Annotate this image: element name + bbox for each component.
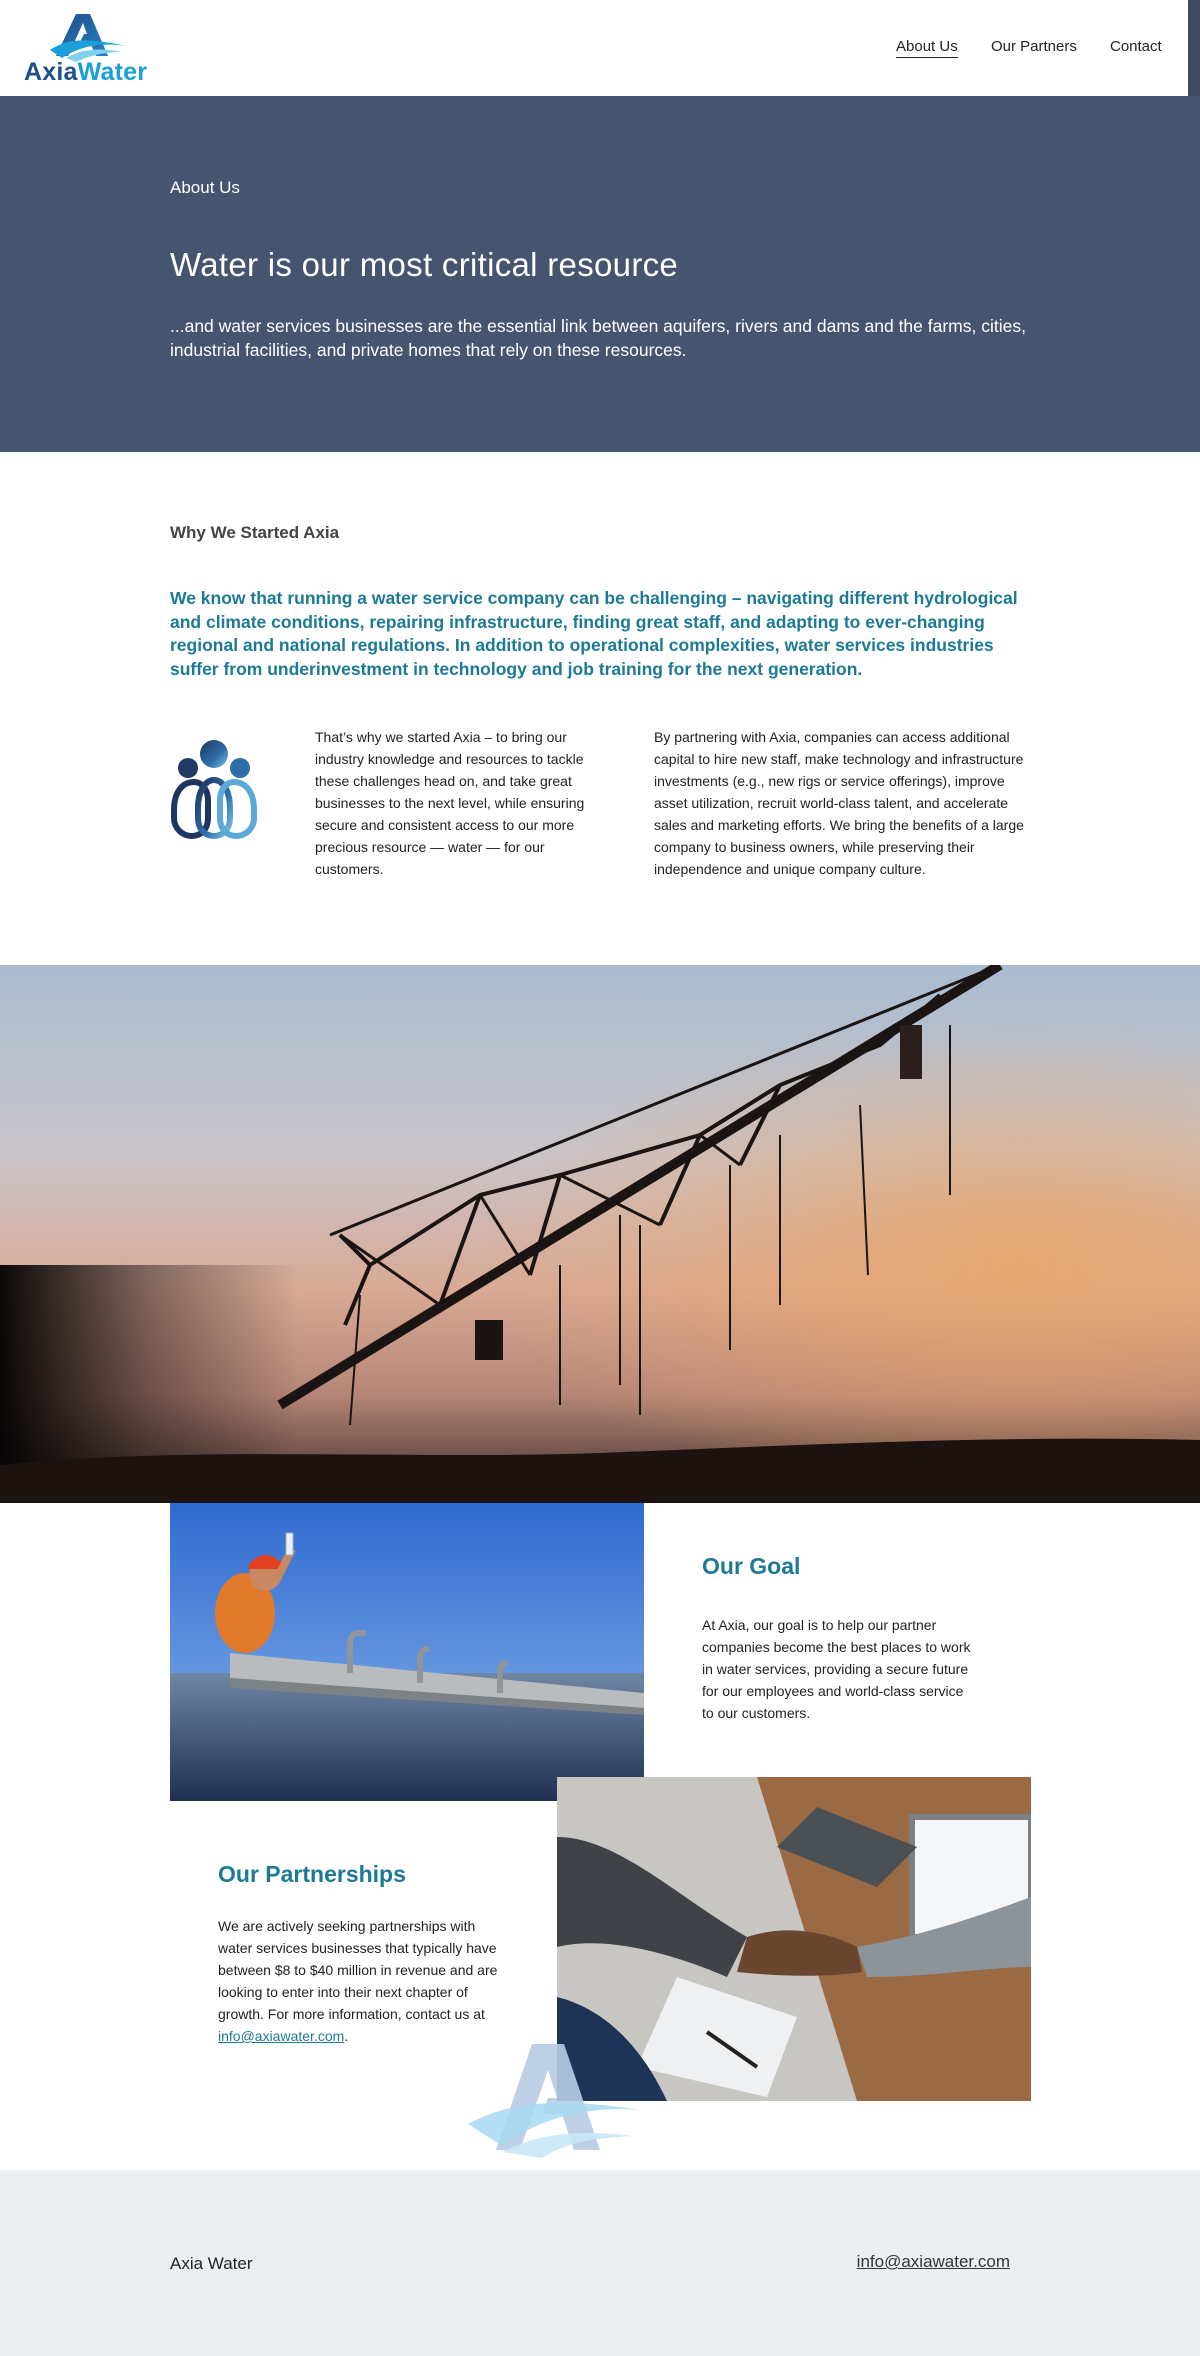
partnerships-email-link[interactable]: info@axiawater.com: [218, 2028, 345, 2044]
axia-watermark-icon: [462, 2040, 648, 2158]
people-group-icon: [168, 738, 260, 840]
hero-banner: [0, 96, 1200, 452]
site-footer: [0, 2170, 1200, 2356]
hero-subtitle: ...and water services businesses are the essential link between aquifers, rivers and dams and the farms, cities, industrial facilities, and private homes that rely on these resources.: [170, 316, 1026, 360]
partnerships-suffix: .: [344, 2028, 349, 2044]
why-column-2: By partnering with Axia, companies can access additional capital to hire new staff, make technology and infrastructure investments (e.g., new rigs or service offerings), improve asset utilization, recruit world-class talent, and accelerate sales and marketing efforts. We bring the benefits of a large company to business owners, while preserving their independence and unique company culture.: [654, 729, 1024, 877]
main-nav: [0, 38, 1188, 62]
irrigation-photo: [0, 965, 1200, 1503]
partnerships-body: We are actively seeking partnerships with water services businesses that typically have between $8 to $40 million in revenue and are looking to enter into their next chapter of growth. For more information, contact us at: [218, 1918, 498, 2022]
goal-title: Our Goal: [702, 1553, 801, 1579]
why-column-1: That’s why we started Axia – to bring our industry knowledge and resources to tackle these challenges head on, and take great businesses to the next level, while ensuring secure and consistent access to our more precious resource — water — for our customers.: [315, 729, 585, 877]
site-header: [0, 0, 1188, 96]
why-heading: Why We Started Axia: [170, 523, 340, 542]
footer-brand: Axia Water: [170, 2254, 253, 2273]
scrollbar[interactable]: [1188, 0, 1200, 96]
nav-about-us[interactable]: About Us: [896, 38, 958, 58]
partnerships-title: Our Partnerships: [218, 1861, 406, 1887]
logo-wordmark: AxiaWater: [24, 58, 148, 86]
goal-text: At Axia, our goal is to help our partner companies become the best places to work in water services, providing a secure future for our employees and world-class service to our customers.: [702, 1617, 971, 1721]
nav-contact[interactable]: Contact: [1110, 38, 1162, 55]
hero-title: Water is our most critical resource: [170, 246, 679, 283]
worker-photo: [170, 1503, 644, 1801]
footer-email-link[interactable]: info@axiawater.com: [856, 2252, 1010, 2271]
why-lead-text: We know that running a water service company can be challenging – navigating different hydrological and climate conditions, repairing infrastructure, finding great staff, and adapting to ever-changing regional and national regulations. In addition to operational complexities, water services industries suffer from underinvestment in technology and job training for the next generation.: [170, 588, 1018, 679]
hero-eyebrow: About Us: [170, 178, 240, 197]
partnerships-text: [218, 1915, 500, 2047]
nav-our-partners[interactable]: Our Partners: [991, 38, 1077, 55]
